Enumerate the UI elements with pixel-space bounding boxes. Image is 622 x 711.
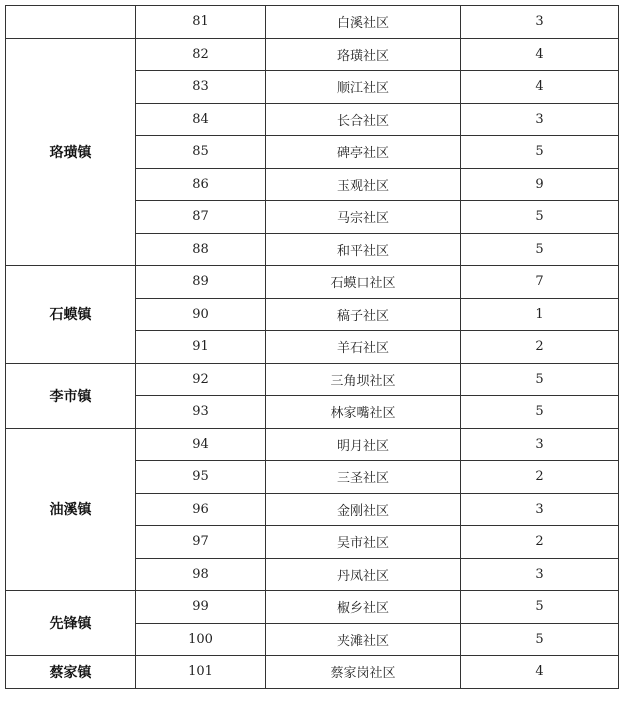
count-cell: 5 — [461, 396, 619, 429]
community-name-cell: 玉观社区 — [266, 168, 461, 201]
serial-number-cell: 89 — [136, 266, 266, 299]
serial-number-cell: 93 — [136, 396, 266, 429]
serial-number-cell: 100 — [136, 623, 266, 656]
serial-number-cell: 83 — [136, 71, 266, 104]
count-cell: 3 — [461, 103, 619, 136]
count-cell: 3 — [461, 6, 619, 39]
table-row — [6, 363, 619, 396]
serial-number-cell: 87 — [136, 201, 266, 234]
table-row — [6, 38, 619, 71]
count-cell: 3 — [461, 428, 619, 461]
table-row — [6, 428, 619, 461]
serial-number-cell: 99 — [136, 591, 266, 624]
serial-number-cell: 84 — [136, 103, 266, 136]
community-name-cell: 明月社区 — [266, 428, 461, 461]
count-cell: 2 — [461, 331, 619, 364]
count-cell: 3 — [461, 558, 619, 591]
community-name-cell: 和平社区 — [266, 233, 461, 266]
town-name-cell: 油溪镇 — [6, 428, 136, 591]
count-cell: 5 — [461, 623, 619, 656]
community-name-cell: 三圣社区 — [266, 461, 461, 494]
count-cell: 4 — [461, 38, 619, 71]
count-cell: 5 — [461, 233, 619, 266]
community-name-cell: 夹滩社区 — [266, 623, 461, 656]
community-name-cell: 椒乡社区 — [266, 591, 461, 624]
community-name-cell: 金刚社区 — [266, 493, 461, 526]
table-row — [6, 656, 619, 689]
count-cell: 3 — [461, 493, 619, 526]
community-name-cell: 石蟆口社区 — [266, 266, 461, 299]
count-cell: 4 — [461, 656, 619, 689]
community-name-cell: 蔡家岗社区 — [266, 656, 461, 689]
table-row — [6, 6, 619, 39]
town-name-cell: 李市镇 — [6, 363, 136, 428]
community-name-cell: 丹凤社区 — [266, 558, 461, 591]
count-cell: 5 — [461, 363, 619, 396]
serial-number-cell: 97 — [136, 526, 266, 559]
count-cell: 2 — [461, 526, 619, 559]
town-name-cell — [6, 6, 136, 39]
serial-number-cell: 91 — [136, 331, 266, 364]
serial-number-cell: 92 — [136, 363, 266, 396]
count-cell: 5 — [461, 201, 619, 234]
serial-number-cell: 90 — [136, 298, 266, 331]
serial-number-cell: 81 — [136, 6, 266, 39]
table-row — [6, 591, 619, 624]
count-cell: 5 — [461, 591, 619, 624]
serial-number-cell: 101 — [136, 656, 266, 689]
serial-number-cell: 85 — [136, 136, 266, 169]
serial-number-cell: 86 — [136, 168, 266, 201]
community-name-cell: 白溪社区 — [266, 6, 461, 39]
community-name-cell: 羊石社区 — [266, 331, 461, 364]
serial-number-cell: 88 — [136, 233, 266, 266]
community-name-cell: 吴市社区 — [266, 526, 461, 559]
count-cell: 9 — [461, 168, 619, 201]
town-name-cell: 蔡家镇 — [6, 656, 136, 689]
table-row — [6, 266, 619, 299]
community-name-cell: 顺江社区 — [266, 71, 461, 104]
serial-number-cell: 94 — [136, 428, 266, 461]
community-name-cell: 珞璜社区 — [266, 38, 461, 71]
town-name-cell: 石蟆镇 — [6, 266, 136, 364]
serial-number-cell: 96 — [136, 493, 266, 526]
town-name-cell: 珞璜镇 — [6, 38, 136, 266]
count-cell: 5 — [461, 136, 619, 169]
count-cell: 1 — [461, 298, 619, 331]
serial-number-cell: 98 — [136, 558, 266, 591]
count-cell: 7 — [461, 266, 619, 299]
community-name-cell: 马宗社区 — [266, 201, 461, 234]
community-name-cell: 长合社区 — [266, 103, 461, 136]
town-name-cell: 先锋镇 — [6, 591, 136, 656]
community-table — [5, 5, 619, 689]
count-cell: 2 — [461, 461, 619, 494]
community-name-cell: 三角坝社区 — [266, 363, 461, 396]
serial-number-cell: 95 — [136, 461, 266, 494]
community-name-cell: 林家嘴社区 — [266, 396, 461, 429]
table-body — [6, 6, 619, 689]
community-name-cell: 稿子社区 — [266, 298, 461, 331]
count-cell: 4 — [461, 71, 619, 104]
serial-number-cell: 82 — [136, 38, 266, 71]
community-name-cell: 碑亭社区 — [266, 136, 461, 169]
